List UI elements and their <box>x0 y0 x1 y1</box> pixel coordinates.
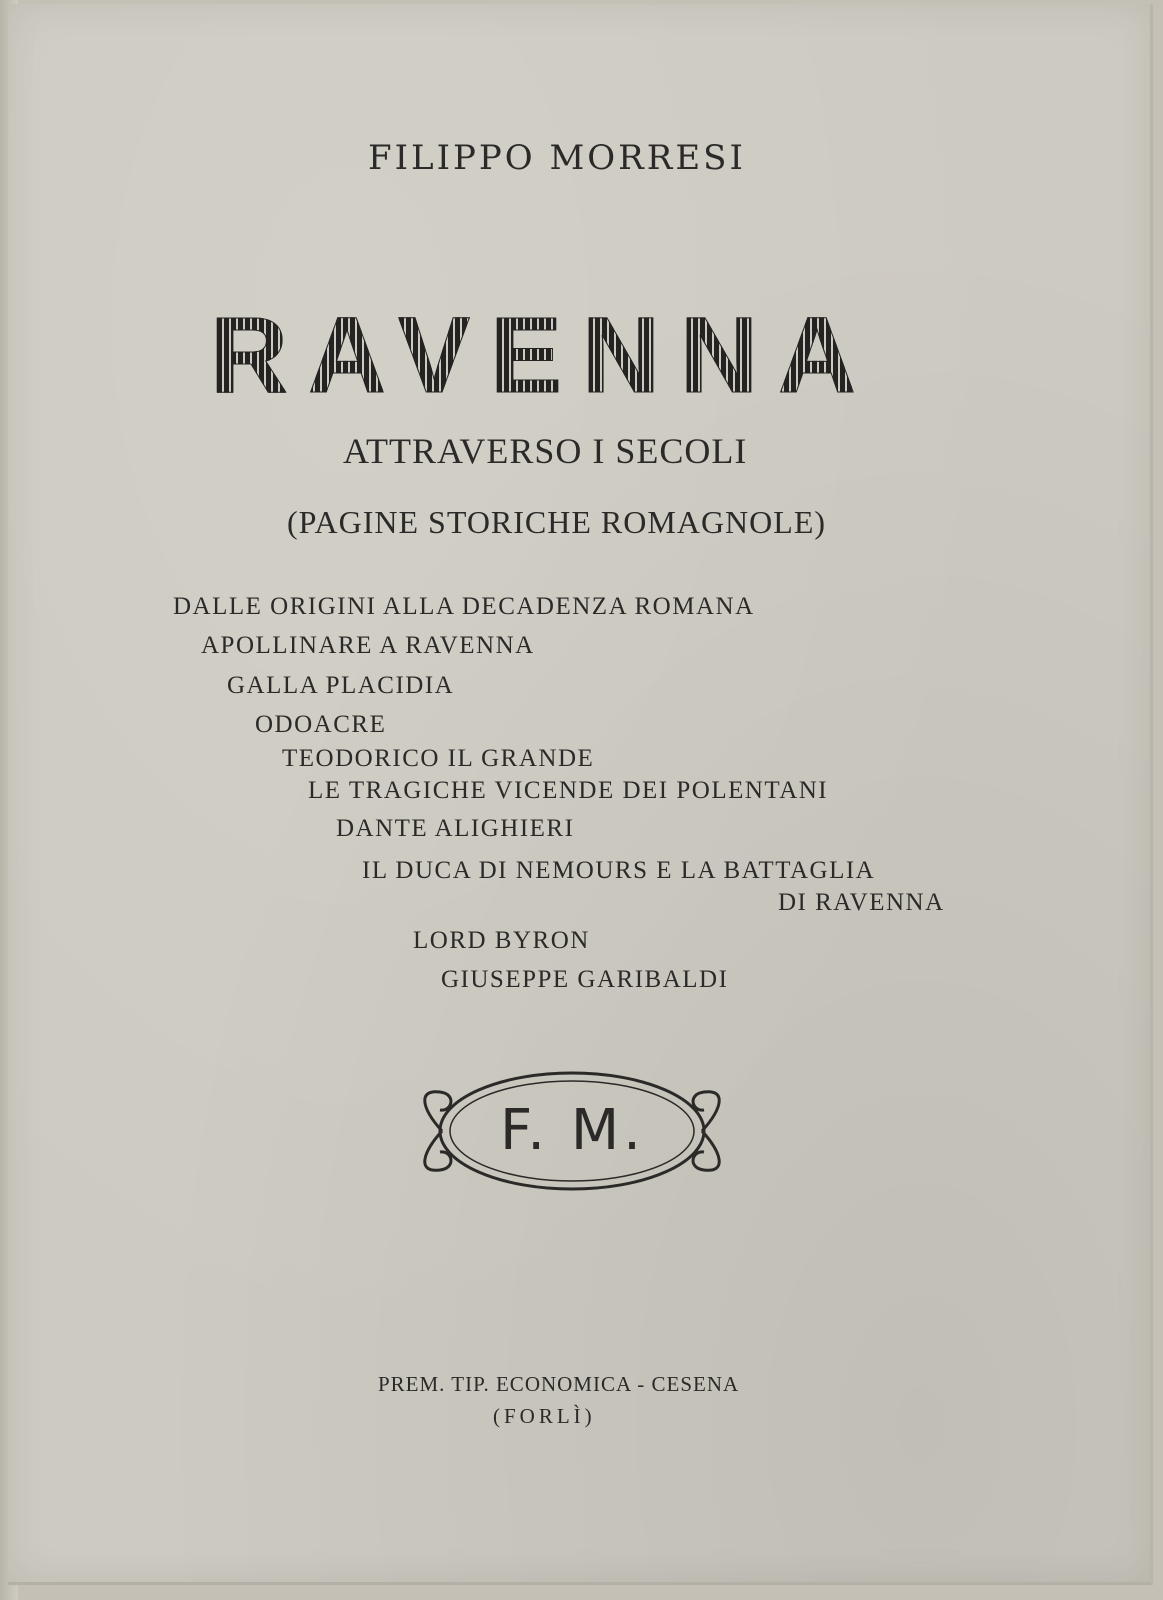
contents-item: TEODORICO IL GRANDE <box>282 745 595 772</box>
contents-item: LORD BYRON <box>413 927 590 954</box>
contents-item: LE TRAGICHE VICENDE DEI POLENTANI <box>308 777 829 804</box>
publisher-name: PREM. TIP. ECONOMICA - CESENA <box>378 1372 740 1396</box>
book-subtitle: ATTRAVERSO I SECOLI <box>343 431 748 471</box>
contents-item: DALLE ORIGINI ALLA DECADENZA ROMANA <box>173 593 755 620</box>
monogram-text: F. M. <box>500 1098 645 1163</box>
book-subsubtitle: (PAGINE STORICHE ROMAGNOLE) <box>287 504 827 540</box>
author-name: FILIPPO MORRESI <box>368 138 746 178</box>
contents-item: APOLLINARE A RAVENNA <box>201 632 535 659</box>
contents-item: IL DUCA DI NEMOURS E LA BATTAGLIA <box>362 857 876 884</box>
book-title <box>210 292 876 417</box>
book-title-text: RAVENNA <box>210 294 877 415</box>
contents-item: DANTE ALIGHIERI <box>336 815 575 842</box>
contents-item: DI RAVENNA <box>778 889 945 916</box>
publisher-place: (FORLÌ) <box>493 1404 596 1428</box>
contents-item: GALLA PLACIDIA <box>227 672 455 699</box>
contents-item: ODOACRE <box>255 711 387 738</box>
contents-item: GIUSEPPE GARIBALDI <box>441 966 729 993</box>
